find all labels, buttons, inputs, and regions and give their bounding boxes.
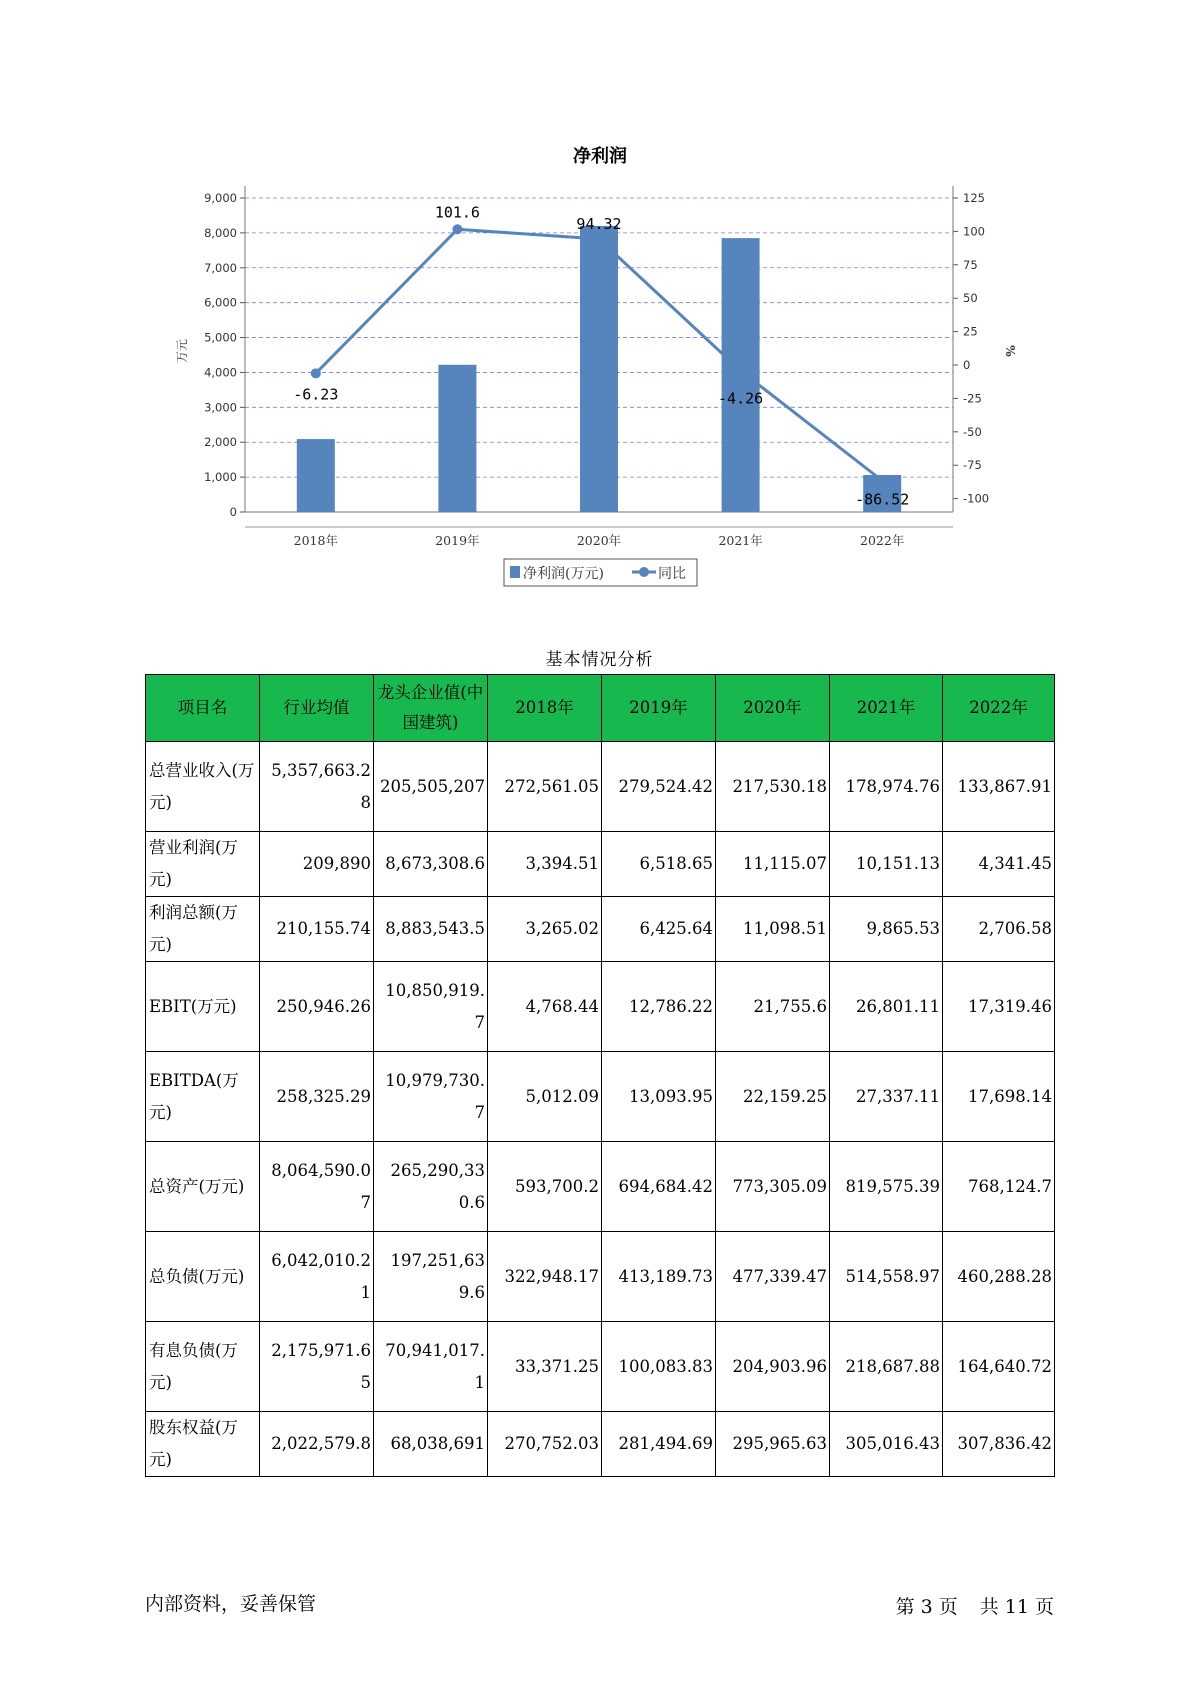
footer-page-number (890, 1592, 1054, 1619)
row-label: 利润总额(万元) (146, 897, 260, 962)
row-label: 总资产(万元) (146, 1142, 260, 1232)
table-cell: 3,265.02 (488, 897, 602, 962)
table-cell: 819,575.39 (830, 1142, 943, 1232)
table-cell: 210,155.74 (260, 897, 374, 962)
table-cell: 17,698.14 (943, 1052, 1055, 1142)
y2-tick-label: -75 (963, 458, 982, 473)
table-cell: 178,974.76 (830, 742, 943, 832)
row-label: 总营业收入(万元) (146, 742, 260, 832)
table-cell: 217,530.18 (716, 742, 830, 832)
legend-line-marker (639, 567, 649, 577)
data-label: 101.6 (434, 203, 480, 222)
data-label: -4.26 (718, 389, 764, 408)
header-col-industry-avg: 行业均值 (260, 675, 374, 742)
table-cell: 197,251,639.6 (374, 1232, 488, 1322)
y-tick-label: 1,000 (204, 470, 237, 485)
table-cell: 11,115.07 (716, 832, 830, 897)
legend-bar-label: 净利润(万元) (523, 566, 604, 582)
line-point (452, 224, 462, 234)
table-row (146, 832, 1055, 897)
table-cell: 21,755.6 (716, 962, 830, 1052)
table-cell: 68,038,691 (374, 1412, 488, 1477)
bar (297, 439, 335, 512)
header-col-2018: 2018年 (488, 675, 602, 742)
table-cell: 8,673,308.6 (374, 832, 488, 897)
table-cell: 4,341.45 (943, 832, 1055, 897)
y-tick-label: 9,000 (204, 191, 237, 205)
table-cell: 8,883,543.5 (374, 897, 488, 962)
bar-series (297, 226, 901, 512)
line-point (877, 476, 887, 486)
table-cell: 3,394.51 (488, 832, 602, 897)
y-tick-label: 4,000 (204, 365, 237, 380)
table-cell: 265,290,330.6 (374, 1142, 488, 1232)
table-cell: 22,159.25 (716, 1052, 830, 1142)
footer-confidential: 内部资料，妥善保管 (145, 1593, 317, 1615)
table-cell: 33,371.25 (488, 1322, 602, 1412)
table-cell: 593,700.2 (488, 1142, 602, 1232)
table-cell: 514,558.97 (830, 1232, 943, 1322)
bar (580, 226, 618, 512)
y2-tick-label: 50 (963, 291, 978, 306)
y-tick-label: 8,000 (204, 225, 237, 240)
line-point (594, 234, 604, 244)
table-cell: 5,357,663.28 (260, 742, 374, 832)
line-point (736, 366, 746, 376)
table-header-row (146, 675, 1055, 742)
data-label: 94.32 (576, 214, 622, 233)
y-axis-label: 万元 (175, 338, 189, 364)
table-cell: 773,305.09 (716, 1142, 830, 1232)
table-cell: 2,175,971.65 (260, 1322, 374, 1412)
table-cell: 5,012.09 (488, 1052, 602, 1142)
y-tick-label: 6,000 (204, 295, 237, 310)
table-cell: 10,979,730.7 (374, 1052, 488, 1142)
table-cell: 477,339.47 (716, 1232, 830, 1322)
x-tick-label: 2018年 (293, 533, 338, 548)
table-cell: 70,941,017.1 (374, 1322, 488, 1412)
table-cell: 4,768.44 (488, 962, 602, 1052)
bar (438, 365, 476, 512)
table-cell: 27,337.11 (830, 1052, 943, 1142)
y2-tick-label: 75 (963, 257, 978, 272)
y2-tick-label: 25 (963, 324, 978, 339)
row-label: 股东权益(万元) (146, 1412, 260, 1477)
table-cell: 258,325.29 (260, 1052, 374, 1142)
table-cell: 164,640.72 (943, 1322, 1055, 1412)
table-cell: 768,124.7 (943, 1142, 1055, 1232)
y-tick-label: 3,000 (204, 400, 237, 415)
table-cell: 281,494.69 (602, 1412, 716, 1477)
table-cell: 12,786.22 (602, 962, 716, 1052)
table-cell: 133,867.91 (943, 742, 1055, 832)
net-profit-chart (0, 0, 1191, 600)
header-col-2022: 2022年 (943, 675, 1055, 742)
table-row (146, 1322, 1055, 1412)
y-tick-label: 7,000 (204, 260, 237, 275)
table-row (146, 1052, 1055, 1142)
row-label: 营业利润(万元) (146, 832, 260, 897)
table-cell: 205,505,207 (374, 742, 488, 832)
row-label: EBITDA(万元) (146, 1052, 260, 1142)
header-col-2021: 2021年 (830, 675, 943, 742)
table-row (146, 1142, 1055, 1232)
table-cell: 6,425.64 (602, 897, 716, 962)
y2-tick-label: 0 (963, 358, 971, 373)
row-label: EBIT(万元) (146, 962, 260, 1052)
line-point (311, 368, 321, 378)
legend-line-label: 同比 (658, 566, 686, 582)
x-tick-label: 2019年 (435, 533, 480, 548)
table-cell: 100,083.83 (602, 1322, 716, 1412)
table-cell: 2,706.58 (943, 897, 1055, 962)
table-cell: 209,890 (260, 832, 374, 897)
y-tick-label: 2,000 (204, 435, 237, 450)
table-cell: 10,151.13 (830, 832, 943, 897)
table-row (146, 962, 1055, 1052)
y2-tick-label: 125 (963, 191, 985, 205)
legend-bar-swatch (510, 566, 520, 578)
table-caption: 基本情况分析 (545, 650, 654, 670)
data-label: -86.52 (855, 490, 910, 509)
table-row (146, 742, 1055, 832)
x-tick-label: 2022年 (860, 533, 905, 548)
table-cell: 460,288.28 (943, 1232, 1055, 1322)
total-prefix: 共 (979, 1596, 999, 1618)
table-cell: 6,518.65 (602, 832, 716, 897)
table-cell: 279,524.42 (602, 742, 716, 832)
y-tick-label: 0 (229, 505, 237, 519)
y-tick-label: 5,000 (204, 330, 237, 345)
header-col-2020: 2020年 (716, 675, 830, 742)
table-cell: 17,319.46 (943, 962, 1055, 1052)
y2-tick-label: -50 (963, 424, 982, 439)
chart-legend (504, 559, 697, 586)
header-col-item-name: 项目名 (146, 675, 260, 742)
row-label: 总负债(万元) (146, 1232, 260, 1322)
x-tick-label: 2020年 (576, 533, 622, 548)
table-cell: 307,836.42 (943, 1412, 1055, 1477)
table-cell: 250,946.26 (260, 962, 374, 1052)
y2-tick-label: 100 (963, 224, 985, 239)
table-cell: 218,687.88 (830, 1322, 943, 1412)
y2-tick-label: -100 (963, 491, 990, 506)
data-label: -6.23 (293, 385, 339, 404)
table-cell: 413,189.73 (602, 1232, 716, 1322)
total-unit: 页 (1034, 1596, 1054, 1618)
table-cell: 8,064,590.07 (260, 1142, 374, 1232)
table-cell: 694,684.42 (602, 1142, 716, 1232)
table-cell: 270,752.03 (488, 1412, 602, 1477)
table-cell: 322,948.17 (488, 1232, 602, 1322)
page-total: 11 (1004, 1596, 1029, 1618)
table-cell: 272,561.05 (488, 742, 602, 832)
page-prefix: 第 (895, 1596, 915, 1618)
x-tick-label: 2021年 (718, 533, 763, 548)
table-cell: 2,022,579.8 (260, 1412, 374, 1477)
chart-title: 净利润 (573, 146, 627, 167)
table-cell: 204,903.96 (716, 1322, 830, 1412)
basic-analysis-table (145, 674, 1055, 1477)
table-cell: 10,850,919.7 (374, 962, 488, 1052)
header-col-2019: 2019年 (602, 675, 716, 742)
table-cell: 26,801.11 (830, 962, 943, 1052)
table-cell: 6,042,010.21 (260, 1232, 374, 1322)
y2-axis-label: % (1003, 345, 1017, 357)
table-cell: 13,093.95 (602, 1052, 716, 1142)
table-cell: 9,865.53 (830, 897, 943, 962)
page-current: 3 (920, 1596, 933, 1618)
table-row (146, 1412, 1055, 1477)
header-col-leader-value: 龙头企业值(中国建筑) (374, 675, 488, 742)
table-row (146, 897, 1055, 962)
row-label: 有息负债(万元) (146, 1322, 260, 1412)
table-cell: 295,965.63 (716, 1412, 830, 1477)
table-row (146, 1232, 1055, 1322)
y2-tick-label: -25 (963, 391, 982, 406)
table-cell: 11,098.51 (716, 897, 830, 962)
page-unit: 页 (938, 1596, 958, 1618)
table-cell: 305,016.43 (830, 1412, 943, 1477)
